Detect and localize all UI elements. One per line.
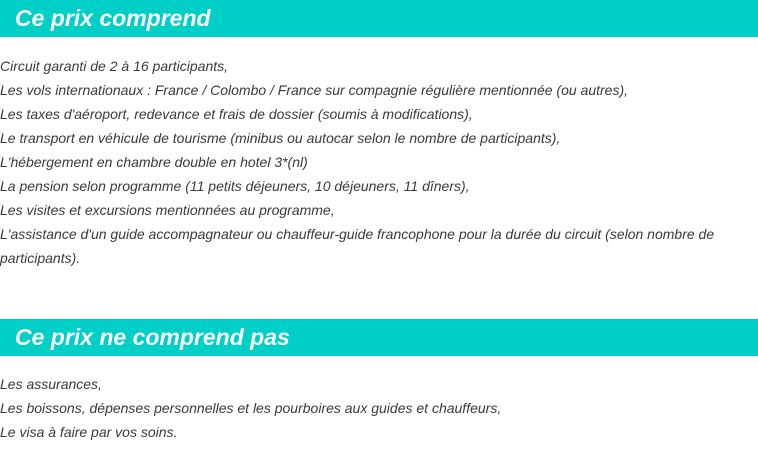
included-list	[0, 54, 735, 270]
excluded-list	[0, 372, 735, 444]
list-item: Les vols internationaux : France / Colombo / France sur compagnie régulière mentionnée (ou autres),	[0, 82, 628, 98]
list-item: Les visites et excursions mentionnées au programme,	[0, 202, 335, 218]
list-item: Les taxes d'aéroport, redevance et frais de dossier (soumis à modifications),	[0, 106, 473, 122]
list-item: Le visa à faire par vos soins.	[0, 424, 178, 440]
list-item: Les boissons, dépenses personnelles et les pourboires aux guides et chauffeurs,	[0, 400, 502, 416]
list-item: L'hébergement en chambre double en hotel 3*(nl)	[0, 154, 308, 170]
excluded-section-title: Ce prix ne comprend pas	[0, 319, 758, 356]
list-item: L'assistance d'un guide accompagnateur ou chauffeur-guide francophone pour la durée du circuit (selon nombre de participants).	[0, 226, 715, 266]
list-item: Les assurances,	[0, 376, 102, 392]
list-item: Circuit garanti de 2 à 16 participants,	[0, 58, 229, 74]
list-item: Le transport en véhicule de tourisme (minibus ou autocar selon le nombre de participants),	[0, 130, 561, 146]
included-section-title: Ce prix comprend	[0, 0, 758, 37]
list-item: La pension selon programme (11 petits déjeuners, 10 déjeuners, 11 dîners),	[0, 178, 470, 194]
